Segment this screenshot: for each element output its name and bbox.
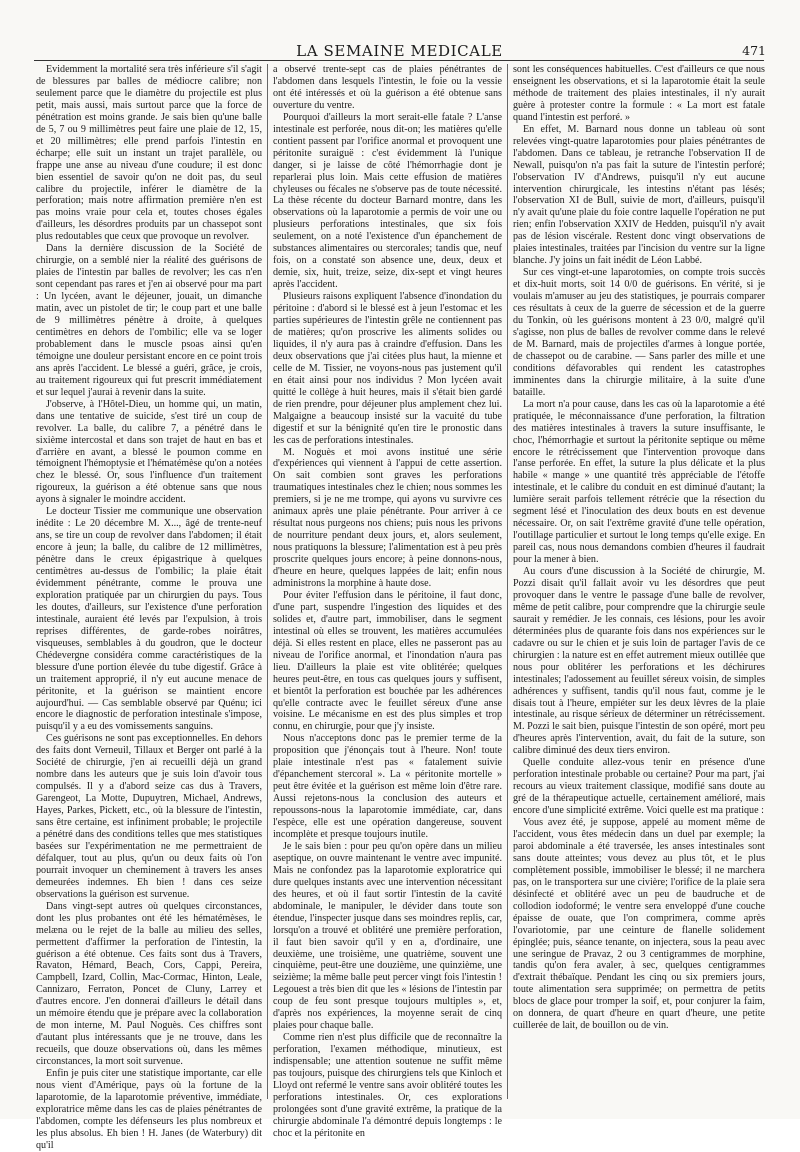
paragraph: Ces guérisons ne sont pas exceptionnelles. En dehors des faits dont Verneuil, Tillaux et Berger ont parlé à la Société de chirurgie, j'en ai recueilli déjà un grand nombre dans les auteurs que je suis loin d'avoir tous compulsés. Il y a d'abord seize cas dus à Travers, Garengeot, La Motte, Dupuytren, Michael, Andrews, Hayes, Parkes, Pickett, etc., où la blessure de l'intestin, sans être certaine, est infiniment probable; le projectile a pénétré dans des conditions telles que mes statistiques basées sur l'expérimentation ne me permettraient de défalquer, tout au plus, qu'un ou deux faits où l'on pourrait invoquer un cheminement à travers les anses demeurées indemnes. Eh bien ! dans ces seize observations la guérison est survenue. [36, 733, 262, 900]
text-column-2 [273, 64, 503, 1139]
text-column-3 [513, 64, 765, 1099]
paragraph: En effet, M. Barnard nous donne un tableau où sont relevées vingt-quatre laparotomies pour plaies pénétrantes de l'abdomen. Dans ce tableau, je retranche l'observation II de Newall, puisqu'on n'a pas fait la suture de l'intestin perforé; l'observation IV d'Andrews, puisqu'il n'y eut aucune intervention chirurgicale, les intestins n'étant pas lésés; l'observation XI de Bull, suivie de mort, d'ailleurs, puisqu'il n'y avait qu'une plaie du foie contre laquelle l'opération ne put rien; enfin l'observation XXIV de Hedden, puisqu'il n'y avait pas de lésion viscérale. Restent donc vingt observations de plaies intestinales, traitées par l'incision du ventre sur la ligne blanche. J'y joins un fait inédit de Léon Labbé. [513, 123, 765, 267]
paragraph: Plusieurs raisons expliquent l'absence d'inondation du péritoine : d'abord si le blessé est à jeun l'estomac et les parties supérieures de l'intestin grêle ne contiennent pas de matières; qu'on proscrive les aliments solides ou liquides, il n'y aura pas à craindre d'effusion. Dans les deux observations que j'ai citées plus haut, la mienne et celle de M. Tissier, ne voyons-nous pas justement qu'il en était ainsi pour nos individus ? Mon lycéen avait quitté le collège à huit heures, mais il s'était bien gardé de rien prendre, pour déjeuner plus amplement chez lui. Malgaigne a beaucoup insisté sur la vacuité du tube digestif et sur la bénignité qu'en tire le pronostic dans les cas de perforations intestinales. [273, 291, 502, 446]
paragraph: Enfin je puis citer une statistique importante, car elle nous vient d'Amérique, pays où la fortune de la laparotomie, de la laparotomie préventive, immédiate, exploratrice même dans les cas de plaies pénétrantes de l'abdomen, compte les défenseurs les plus nombreux et les plus absolus. Eh bien ! H. Janes (de Waterbury) dit qu'il [36, 1068, 262, 1151]
paragraph: M. Noguès et moi avons institué une série d'expériences qui viennent à l'appui de cette assertion. On sait combien sont graves les perforations traumatiques intestinales chez le chien; nous sommes les premiers, si je ne me trompe, qui ayons vu survivre ces animaux après une plaie pénétrante. Pour arriver à ce résultat nous purgeons nos chiens; puis nous les privons de nourriture pendant deux jours, et, alors seulement, nous pratiquons la blessure; l'alimentation est à peu près proscrite quelques jours encore; à peine donnons-nous, d'heure en heure, quelques lappées de lait; enfin nous administrons la morphine à haute dose. [273, 446, 503, 589]
paragraph: Au cours d'une discussion à la Société de chirurgie, M. Pozzi disait qu'il fallait avoir vu les désordres que peut provoquer dans le ventre le passage d'une balle de revolver, même de petit calibre, pour comprendre que la chirurgie seule saurait y remédier. Je les connais, ces lésions, pour les avoir déterminées plus de quarante fois dans nos expériences sur le cadavre ou sur le chien et je suis loin de partager l'avis de ce chirurgien : la nature est en effet autrement mieux outillée que nous pour oblitérer les perforations et les déchirures intestinales; l'adossement au feuillet séreux voisin, de simples adhérences y suffisent, tandis qu'il nous faut, comme je le disais tout à l'heure, empiéter sur les deux lèvres de la plaie intestinale, au risque sérieux de déterminer un rétrécissement. M. Pozzi le sait bien, puisque l'intestin de son opéré, mort peu d'heures après l'intervention, avait, du fait de la suture, son calibre diminué des deux tiers environ. [513, 566, 765, 757]
paragraph: Evidemment la mortalité sera très inférieure s'il s'agit de blessures par balles de médiocre calibre; non seulement parce que le diamètre du projectile est plus petit, mais aussi, mais surtout parce que la force de pénétration est moins grande. Je sais bien qu'une balle de 5, 7 ou 9 millimètres peut faire une plaie de 12, 15, et 20 millimètres; elle prend parfois l'intestin en écharpe; elle suit un instant un trajet parallèle, ou frappe une anse au niveau d'une coudure; il est donc bien essentiel de savoir qu'on ne doit pas, du seul calibre du projectile, inférer le diamètre de la perforation; mais notre affirmation première n'en est pas moins vraie pour cela et, toutes choses égales d'ailleurs, les désordres produits par un chassepot sont plus redoutables que ceux que provoque un revolver. [36, 64, 262, 243]
paragraph: Sur ces vingt-et-une laparotomies, on compte trois succès et dix-huit morts, soit 14 0/0 de guérisons. En vérité, si je voulais m'amuser au jeu des statistiques, je pourrais comparer ces résultats à ceux de la guerre de sécession et de la guerre du Tonkin, où les guérisons montent à 23 0/0, malgré qu'il s'agisse, non plus de balles de revolver comme dans le relevé de M. Barnard, mais de projectiles d'armes à longue portée, de chassepot ou de carabine. — Sans parler des mille et une conditions défavorables qui rendent les catastrophes imminentes dans la chirurgie militaire, à la suite d'une bataille. [513, 267, 765, 398]
paragraph: Dans vingt-sept autres où quelques circonstances, dont les plus probantes ont été les hématémèses, le melæna ou le rejet de la balle au milieu des selles, permettent d'affirmer la perforation de l'intestin, la guérison a été obtenue. Ces faits sont dus à Travers, Ravaton, Hémard, Beach, Cors, Cappi, Pereira, Campbell, Izard, Collin, Mac-Cormac, Hinton, Leale, Cannizaro, Ferraton, Poncet de Cluny, Larrey et d'autres encore. J'en donnerai d'ailleurs le détail dans un mémoire étendu que je prépare avec la collaboration de mon interne, M. Paul Noguès. Ces chiffres sont d'autant plus intéressants que je ne trouve, dans les recueils, que douze observations où, dans les mêmes circonstances, la mort soit survenue. [36, 900, 262, 1068]
paragraph: sont les conséquences habituelles. C'est d'ailleurs ce que nous enseignent les observations, et si la laparotomie était la seule méthode de traitement des plaies intestinales, il n'y aurait guère à protester contre la formule : « La mort est fatale quand l'intestin est perforé. » [513, 64, 765, 123]
paragraph: Nous n'acceptons donc pas le premier terme de la proposition que j'énonçais tout à l'heure. Non! toute plaie intestinale n'est pas « fatalement suivie d'épanchement stercoral ». La « péritonite mortelle » peut être évitée et la guérison est même loin d'être rare. Aussi rejetons-nous la conclusion des auteurs et repoussons-nous la laparotomie immédiate, car, dans l'espèce, elle est une opération dangereuse, souvent incomplète et presque toujours inutile. [273, 733, 502, 840]
paragraph: Pour éviter l'effusion dans le péritoine, il faut donc, d'une part, suspendre l'ingestion des liquides et des solides et, d'autre part, immobiliser, dans le segment intestinal où elles se trouvent, les matières accumulées déjà. Si elles restent en place, elles ne passeront pas au niveau de l'orifice anormal, et l'inondation n'aura pas lieu. D'ailleurs la plaie est vite oblitérée; quelques heures peut-être, en tous cas quelques jours y suffisent, et bientôt la perforation est bouchée par les adhérences qu'elle contracte avec le feuillet séreux d'une anse voisine. Le mécanisme en est des plus simples et trop connu, en chirurgie, pour que j'y insiste. [273, 589, 502, 733]
header-rule [34, 60, 764, 61]
paragraph: J'observe, à l'Hôtel-Dieu, un homme qui, un matin, dans une tentative de suicide, s'est tiré un coup de revolver. La balle, du calibre 7, a pénétré dans le sixième intercostal et dans son trajet de haut en bas et d'arrière en avant, a blessé le poumon comme en témoignent l'hémoptysie et l'hématémèse qu'on a notées chez le blessé. Or, sous l'influence d'un traitement rigoureux, la guérison a été obtenue sans que nous ayons à signaler le moindre accident. [36, 398, 262, 506]
paragraph: Dans la dernière discussion de la Société de chirurgie, on a semblé nier la réalité des guérisons de plaies de l'intestin par balles de revolver; les cas n'en sont cependant pas rares et j'en ai observé pour ma part : Un lycéen, avant le déjeuner, jouait, un dimanche matin, avec un pistolet de tir; le coup part et une balle de 9 millimètres pénètre à droite, à quelques centimètres en dehors de l'ombilic; elle va se loger probablement dans le muscle psoas ainsi qu'en témoigne une douleur persistant encore en ce point trois ans après l'accident. Le blessé a guéri, grâce, je crois, au traitement rigoureux qui fut prescrit immédiatement et sur lequel j'aurai à revenir dans la suite. [36, 243, 262, 398]
paragraph: Vous avez été, je suppose, appelé au moment même de l'accident, vous êtes médecin dans un duel par exemple; la paroi abdominale a été traversée, les anses intestinales sont sans doute atteintes; vous devez au plus tôt, et le plus complètement possible, immobiliser le blessé; il ne marchera pas, on le transportera sur une civière; l'orifice de la plaie sera désinfecté et oblitéré avec un peu de baudruche et de collodion iodoformé; le ventre sera enveloppé d'une couche épaisse de ouate, que l'on comprimera, comme après l'ovariotomie, par une ceinture de flanelle solidement épinglée; puis, séance tenante, on injectera, sous la peau avec une seringue de Pravaz, 2 ou 3 centigrammes de morphine, tandis qu'on fera avaler, à sec, quelques centigrammes d'extrait thébaïque. Pendant les cinq ou six premiers jours, toute alimentation sera supprimée; on permettra de petits blocs de glace pour tromper la soif, et, pour conjurer la faim, on donnera, de quart d'heure en quart d'heure, une petite cuillerée de lait, de bouillon ou de vin. [513, 817, 765, 1032]
journal-title: LA SEMAINE MEDICALE [296, 42, 503, 60]
paragraph: La mort n'a pour cause, dans les cas où la laparotomie a été pratiquée, le méconnaissance d'une perforation, la filtration des matières intestinales à travers la suture insuffisante, le choc, l'hémorrhagie et surtout la péritonite septique ou même encore le rétrécissement que l'intervention provoque dans l'anse perforée. En effet, la suture la plus délicate et la plus habile « mange » une quantité très appréciable de l'étoffe intestinale, et le calibre du conduit en est diminué d'autant; la lumière serait parfois tellement rétrécie que la résection du segment lésé et l'inoculation des deux bouts en est devenue nécessaire. Or, on sait l'extrême gravité d'une telle opération, l'outillage particulier et surtout le long temps qu'elle exige. En pareil cas, nous nous demandons combien d'heures il faudrait pour la mener à bien. [513, 398, 765, 566]
column-divider [267, 64, 268, 1099]
text-column-1 [36, 64, 262, 1151]
paragraph: Pourquoi d'ailleurs la mort serait-elle fatale ? L'anse intestinale est perforée, nous dit-on; les matières qu'elle contient passent par l'orifice anormal et provoquent une péritonite suraiguë : c'est évidemment là l'unique danger, si je laisse de côté l'hémorrhagie dont je reparlerai plus loin. Mais cette effusion de matières chyleuses ou fécales ne s'observe pas de toute nécessité. La thèse récente du docteur Barnard montre, dans les observations où la laparotomie a permis de voir une ou plusieurs perforations intestinales, que six fois seulement, on a noté l'existence d'un épanchement de substances alimentaires ou stercorales; tandis que, neuf fois, on a constaté son absence une, deux, deux et demie, six, huit, treize, seize, dix-sept et vingt heures après l'accident. [273, 111, 502, 291]
paragraph: Comme rien n'est plus difficile que de reconnaître la perforation, l'examen méthodique, minutieux, est indispensable; une attention soutenue ne suffit même pas toujours, puisque des chirurgiens tels que Kinloch et Lloyd ont refermé le ventre sans avoir oblitéré toutes les perforations intestinales. Or, ces explorations prolongées sont d'une gravité extrême, la pratique de la chirurgie abdominale l'a démontré depuis longtemps : le choc et la péritonite en [273, 1032, 502, 1139]
paragraph: a observé trente-sept cas de plaies pénétrantes de l'abdomen dans lesquels l'intestin, le foie ou la vessie ont été intéressés et où la guérison a été obtenue sans ouverture du ventre. [273, 64, 502, 111]
paragraph: Le docteur Tissier me communique une observation inédite : Le 20 décembre M. X..., âgé de trente-neuf ans, se tire un coup de revolver dans l'abdomen; il était encore à jeun; la balle, du calibre de 12 millimètres, pénètre dans le creux épigastrique à quelques centimètres au-dessus de l'ombilic; la plaie était évidemment pénétrante, comme le prouva une exploration pratiquée par un chirurgien du pays. Tous les doutes, d'ailleurs, sur l'existence d'une perforation intestinale, auraient été levés par l'expulsion, à trois reprises différentes, de garde-robes noirâtres, visqueuses, semblables à du goudron, que le docteur Chédevergne considéra comme caractéristiques de la blessure d'une portion élevée du tube digestif. Grâce à un traitement approprié, il n'y eut aucune menace de péritonite, et la guérison se maintient encore aujourd'hui. — Cas semblable observé par Quénu; ici encore le diagnostic de perforation intestinale s'impose, puisqu'il y a eu des vomissements sanguins. [36, 506, 262, 733]
page-number: 471 [742, 43, 766, 58]
paragraph: Je le sais bien : pour peu qu'on opère dans un milieu aseptique, on ouvre maintenant le ventre avec impunité. Mais ne confondez pas la laparotomie exploratrice qui dure quelques instants avec une intervention nécessitant des heures, et où il faut sortir l'intestin de la cavité abdominale, le manipuler, le dévider dans toute son étendue, l'inspecter jusque dans ses moindres replis, car, lorsqu'on a trouvé et oblitéré une première perforation, il faut bien savoir qu'il y en a, d'ordinaire, une deuxième, une troisième, une quatrième, souvent une cinquième, peut-être une douzième, une quinzième, une seizième; la même balle peut percer vingt fois l'intestin ! Legouest a très bien dit que les « lésions de l'intestin par coup de feu sont presque toujours multiples », et, d'après nos expériences, la moyenne serait de cinq plaies pour chaque balle. [273, 840, 502, 1032]
column-divider [507, 64, 508, 1099]
paragraph: Quelle conduite allez-vous tenir en présence d'une perforation intestinale probable ou certaine? Pour ma part, j'ai recours au vieux traitement classique, modifié sans doute au gré de la thérapeutique actuelle, certainement amélioré, mais encore d'une simplicité extrême. Voici quelle est ma pratique : [513, 757, 765, 817]
